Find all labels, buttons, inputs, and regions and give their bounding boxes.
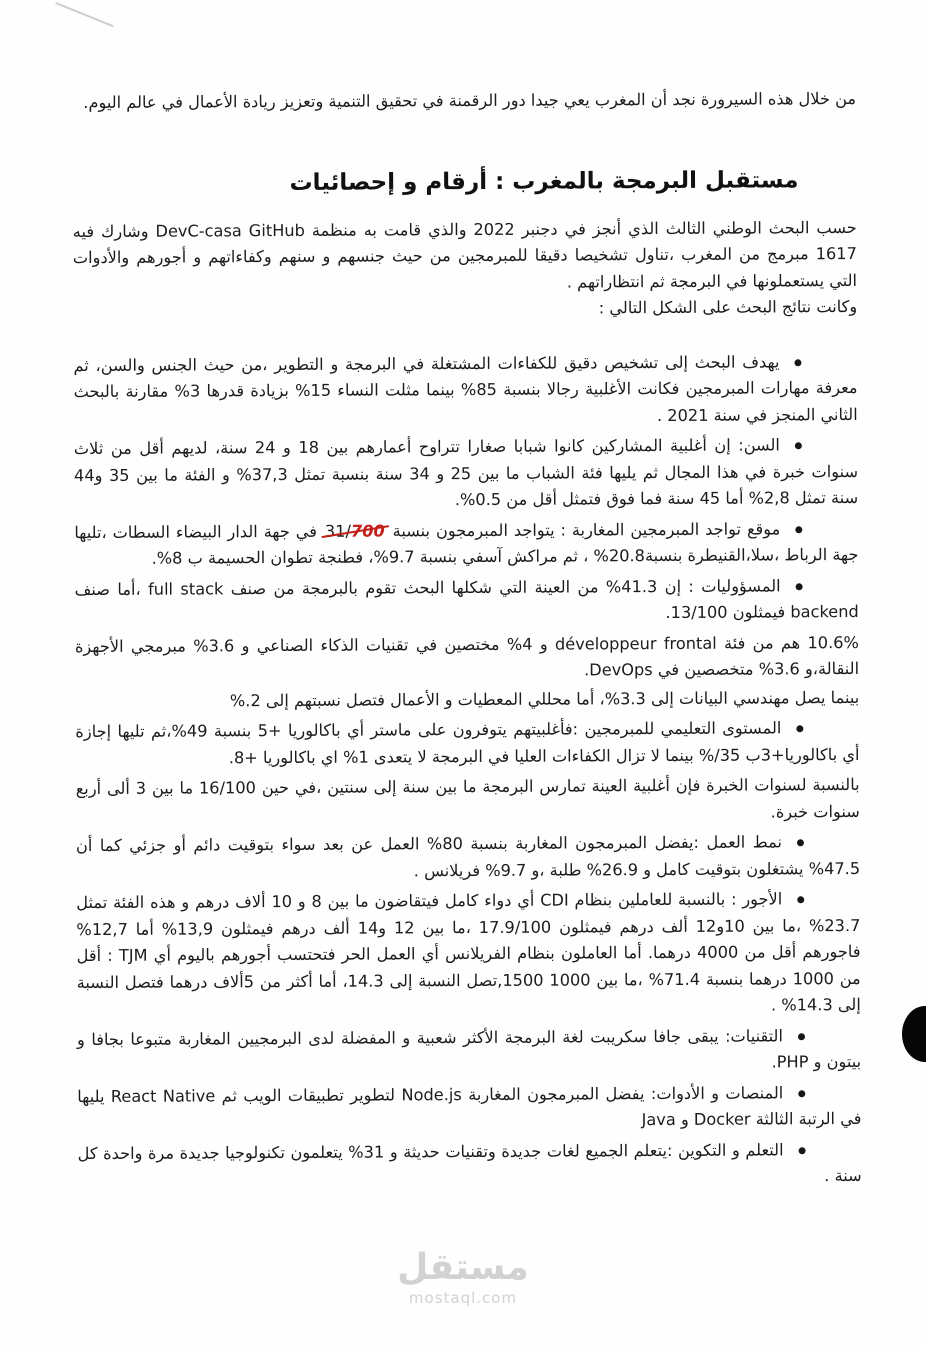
- hole-punch-artifact: [902, 1006, 926, 1062]
- bullet-text: [74, 519, 858, 568]
- bullet-marker: [795, 526, 802, 533]
- para-experience-years: بالنسبة لسنوات الخبرة فإن أغلبية العينة تمارس البرمجة ما بين سنة إلى سنتين ،في حين 16/100 ما بين 3 ألى أربع سنوات خبرة.: [75, 774, 860, 821]
- watermark-brand: مستقل: [397, 1247, 529, 1288]
- bullet-text: المنصات و الأدوات: يفضل المبرمجون المغاربة Node.js لتطوير تطبيقات الويب ثم React Native يليها في الرتبة الثالثة Docker و Java: [77, 1082, 862, 1130]
- para-frontend-share: 10.6% هم من فئة développeur frontal و 4% مختصين في تقنيات الذكاء الصناعي و 3.6% مبرمجي الأجهزة النقالة،و 3.6% متخصصين في DevOps.: [74, 632, 860, 680]
- intro-paragraph: من خلال هذه السيرورة نجد أن المغرب يعي جيدا دور الرقمنة في تحقيق التنمية وتعزيز ريادة الأعمال في عالم اليوم.: [83, 88, 857, 113]
- bullet-text: السن: إن أغلبية المشاركين كانوا شبابا صغارا تتراوح أعمارهم بين 18 و 24 سنة، لديهم أقل من ثلاث سنوات خبرة في هذا المجال ثم يليها فئة الشباب ما بين 25 و 34 سنة بنسبة تمثل 37,3% و الفئة ما بين 35 و44 سنة تمثل 2,8% أما 45 سنة فما فوق فتمثل أقل من 0.5%.: [73, 435, 859, 510]
- bullet-technologies: [77, 1022, 861, 1079]
- bullet-marker: [794, 359, 801, 366]
- bullet-marker: [798, 1090, 805, 1097]
- bullet-text: التعلم و التكوين :يتعلم الجميع لغات جديدة وتقنيات حديثة و 31% يتعلمون تكنولوجيا جديدة مرة واحدة كل سنة .: [77, 1139, 862, 1186]
- bullet-marker: [797, 839, 804, 846]
- bullet-platforms: [77, 1079, 861, 1136]
- bullet-responsibilities: [75, 572, 859, 629]
- results-intro-line: وكانت نتائج البحث على الشكل التالي :: [598, 296, 858, 318]
- bullet-text: يهدف البحث إلى تشخيص دقيق للكفاءات المشتغلة في البرمجة و التطوير ،من حيث الجنس والسن، ثم معرفة مهارات المبرمجين فكانت الأغلبية رجالا بنسبة 85% بينما مثلت النساء 15% بزيادة قدرها 3% مقارنة بالبحث الثاني المنجز في سنة 2021 .: [73, 351, 858, 425]
- bullet-salaries: [76, 886, 861, 1023]
- red-handwritten-correction: 700: [323, 521, 387, 540]
- location-text-before: موقع تواجد المبرمجين المغاربة : يتواجد المبرمجون بنسبة 31/: [324, 518, 781, 541]
- document-content: [72, 86, 862, 1198]
- bullet-marker: [799, 1147, 806, 1154]
- bullet-text: الأجور : بالنسبة للعاملين بنظام CDI أي دواء كامل فيتقاضون ما بين 8 و 10 ألاف درهم و هذه الفئة تمثل 23.7% ،ما بين 10و12 ألف درهم فيمثلون 17.9/100 ،ما بين 12 و14 ألف درهم فيمثلون 13,9% أما 12,7% فاجورهم أقل من 4000 درهما. أما العاملون بنظام الفريلانس أي العمل الحر فتحتسب أجورهم باليوم أي TJM : أقل من 1000 درهما بنسبة 71.4% ،ما بين 1000 1500,تصل النسبة إلى 14.3، أما أكثر من 5ألاف درهما فتصل النسبة إلى 14.3% .: [76, 889, 861, 1015]
- bullet-marker: [796, 725, 803, 732]
- bullet-work-mode: [76, 829, 860, 886]
- bullet-marker: [798, 1033, 805, 1040]
- bullet-location: [74, 515, 858, 572]
- bullet-marker: [795, 442, 802, 449]
- bullet-age: [74, 432, 858, 516]
- bullet-text: نمط العمل :يفضل المبرمجون المغاربة بنسبة 80% العمل عن بعد سواء بتوقيت دائم أو جزئي كما أن 47.5% يشتغلون بتوقيت كامل و 26.9% طلبة ،و 9.7% فريلانس .: [75, 832, 861, 880]
- findings-list: [73, 348, 861, 1193]
- bullet-education: [75, 715, 859, 772]
- bullet-goal: [73, 348, 857, 432]
- para-data-engineers: بينما يصل مهندسي البيانات إلى 3.3%، أما محللي المعطيات و الأعمال فتصل نسبتهم إلى 2.%: [229, 687, 860, 710]
- watermark-domain: mostaql.com: [408, 1289, 518, 1307]
- bullet-marker: [796, 583, 803, 590]
- location-text-after: في جهة الدار البيضاء السطات ،تليها جهة الرباط ،سلا،القنيطرة بنسبة20.8% ، ثم مراكش آسفي بنسبة 9.7%، فطنجة تطوان الحسيمة ب 8%.: [74, 521, 859, 568]
- watermark: [0, 1248, 926, 1308]
- bullet-text: التقنيات: يبقى جافا سكريبت لغة البرمجة الأكثر شعبية و المفضلة لدى البرمجيين المغاربة متبوعا بجافا و بيتون و PHP.: [76, 1025, 862, 1072]
- bullet-marker: [797, 896, 804, 903]
- section-title: مستقبل البرمجة بالمغرب : أرقام و إحصائيات: [289, 166, 799, 196]
- survey-paragraph: حسب البحث الوطني الثالث الذي أنجز في دجنبر 2022 والذي قامت به منظمة DevC-casa GitHub وشارك فيه 1617 مبرمج من المغرب ،تناول تشخيصا دقيقا للمبرمجين من حيث جنسهم و سنهم وكفاءاتهم و أجورهم والأدوات التي يستعملونها في البرمجة ثم انتظاراتهم .: [72, 217, 858, 292]
- bullet-learning: [78, 1136, 862, 1193]
- scan-edge-artifact: [55, 2, 113, 27]
- bullet-text: المسؤوليات : إن 41.3% من العينة التي شكلها البحث تقوم بالبرمجة من صنف full stack ،أما صنف backend فيمثلون 13/100.: [74, 575, 859, 623]
- bullet-text: المستوى التعليمي للمبرمجين :فأغلبيتهم يتوفرون على ماستر أي باكالوريا +5 بنسبة 49%،ثم تليها إجازة أي باكالوريا+3ب 35/% بينما لا تزال الكفاءات العليا في البرمجة لا يتعدى 1% اي باكالوريا +8.: [75, 718, 860, 767]
